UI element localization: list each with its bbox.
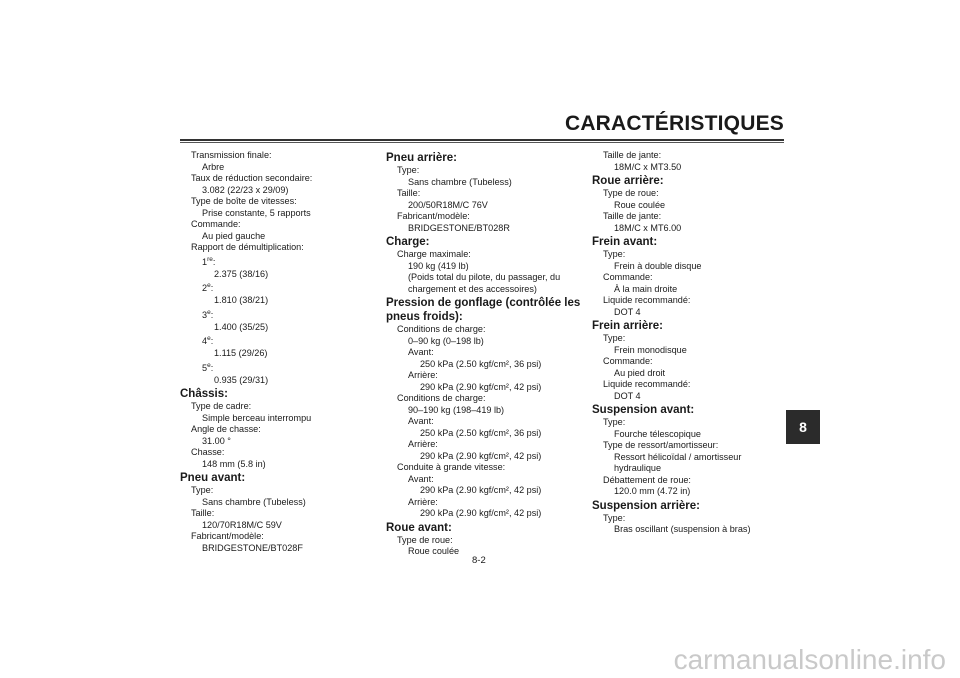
spec-value: BRIDGESTONE/BT028R [408,222,510,233]
watermark: carmanualsonline.info [673,644,946,675]
header-rule-thick [180,139,784,141]
spec-value: 290 kPa (2.90 kgf/cm², 42 psi) [420,381,542,392]
spec-label: Arrière: [408,370,438,380]
spec-label: Transmission finale: [191,150,272,160]
section-heading-rear-tire: Pneu arrière: [386,152,457,164]
spec-label: Type de roue: [397,534,453,545]
spec-value: Bras oscillant (suspension à bras) [614,524,751,534]
spec-label: Type: [603,512,626,523]
spec-note: chargement et des accessoires) [408,283,537,294]
spec-label: Fabricant/modèle: [191,531,264,541]
spec-value: hydraulique [614,463,662,473]
spec-value: Frein à double disque [614,260,702,271]
spec-value: 190 kg (419 lb) [408,260,469,271]
spec-value: BRIDGESTONE/BT028F [202,542,303,553]
section-heading-front-tire: Pneu avant: [180,472,246,484]
spec-value: 0–90 kg (0–198 lb) [408,335,484,346]
gear-label: 1re: [202,255,216,267]
spec-value: 200/50R18M/C 76V [408,199,488,210]
spec-column-3 [592,150,782,536]
spec-column-1 [180,150,370,554]
gear-label: 3e: [202,308,214,320]
gear-number: 5 [202,362,208,373]
spec-value: 90–190 kg (198–419 lb) [408,404,505,415]
spec-label: Arrière: [408,496,438,507]
spec-value: 120.0 mm (4.72 in) [614,486,691,496]
spec-label: Type de cadre: [191,401,252,411]
spec-label: Conditions de charge: [397,393,486,403]
spec-label: Avant: [408,473,434,484]
page-number: 8-2 [472,555,486,566]
spec-label: Taille: [397,188,421,198]
spec-value: DOT 4 [614,306,641,317]
spec-value: À la main droite [614,283,678,294]
gear-value: 1.115 (29/26) [214,348,268,358]
section-heading-rear-wheel: Roue arrière: [592,175,664,187]
spec-label: Fabricant/modèle: [397,211,470,221]
spec-label: Type: [397,165,420,175]
spec-value: 3.082 (22/23 x 29/09) [202,184,289,195]
spec-value: 290 kPa (2.90 kgf/cm², 42 psi) [420,508,542,518]
section-heading-rear-brake: Frein arrière: [592,320,663,332]
section-heading-rear-suspension: Suspension arrière: [592,499,701,512]
spec-value: 18M/C x MT3.50 [614,161,682,172]
spec-label: Débattement de roue: [603,474,691,485]
gear-label: 2e: [202,282,214,293]
spec-value: Arbre [202,161,225,172]
spec-label: Type de boîte de vitesses: [191,196,297,206]
spec-label: Type: [603,417,626,427]
gear-number: 3 [202,309,208,320]
chapter-tab[interactable]: 8 [786,410,820,444]
spec-label: Type de ressort/amortisseur: [603,440,719,450]
gear-suffix: e [207,361,211,369]
spec-value: Au pied gauche [202,230,266,241]
spec-label: Chasse: [191,447,225,457]
spec-label: Taille: [191,508,215,518]
spec-value: 148 mm (5.8 in) [202,458,266,469]
gear-value: 1.810 (38/21) [214,295,269,305]
spec-label: Type de roue: [603,188,659,198]
spec-value: Sans chambre (Tubeless) [202,496,306,507]
spec-label: Angle de chasse: [191,424,261,434]
section-heading-front-brake: Frein avant: [592,236,658,248]
spec-value: Sans chambre (Tubeless) [408,176,512,187]
spec-label: Taux de réduction secondaire: [191,173,313,183]
gear-label: 4e: [202,335,214,346]
spec-label: Commande: [603,356,653,366]
gear-suffix: e [207,335,211,342]
spec-label: Type: [603,249,626,259]
section-heading-load: Charge: [386,236,430,248]
spec-label: Taille de jante: [603,150,662,160]
spec-label: Conduite à grande vitesse: [397,462,506,472]
gear-label: 5e: [202,361,214,373]
gear-suffix: e [207,308,211,316]
section-heading-pressure: Pression de gonflage (contrôlée les [386,297,581,309]
spec-label: Conditions de charge: [397,324,486,334]
spec-value: Prise constante, 5 rapports [202,207,311,218]
spec-label: Arrière: [408,439,438,449]
spec-label: Charge maximale: [397,249,471,259]
spec-label: Avant: [408,416,434,426]
gear-suffix: e [207,282,211,289]
gear-number: 1 [202,256,208,267]
section-heading-chassis: Châssis: [180,388,228,400]
spec-label: Avant: [408,347,434,357]
gear-value: 2.375 (38/16) [214,268,269,279]
gear-number: 2 [202,283,208,293]
spec-label: Type: [603,333,626,343]
page-title: CARACTÉRISTIQUES [564,112,784,135]
spec-value: 120/70R18M/C 59V [202,519,282,530]
spec-label: Type: [191,485,214,495]
spec-value: Fourche télescopique [614,428,701,439]
spec-value: Ressort hélicoïdal / amortisseur [614,451,742,462]
spec-value: 290 kPa (2.90 kgf/cm², 42 psi) [420,450,542,461]
section-heading-pressure-cont: pneus froids): [386,311,463,323]
spec-value: Roue coulée [614,199,666,210]
spec-value: Simple berceau interrompu [202,412,312,423]
spec-label: Taille de jante: [603,211,662,221]
gear-number: 4 [202,336,208,346]
spec-note: (Poids total du pilote, du passager, du [408,272,561,282]
spec-label: Liquide recommandé: [603,295,691,305]
spec-value: 250 kPa (2.50 kgf/cm², 36 psi) [420,427,542,438]
spec-label: Liquide recommandé: [603,379,691,389]
section-heading-front-wheel: Roue avant: [386,521,452,534]
gear-value: 1.400 (35/25) [214,321,269,332]
spec-column-2 [386,150,581,558]
spec-label: Commande: [603,272,653,282]
spec-value: 290 kPa (2.90 kgf/cm², 42 psi) [420,485,542,495]
spec-label: Commande: [191,219,241,229]
spec-label: Rapport de démultiplication: [191,242,304,252]
gear-value: 0.935 (29/31) [214,374,269,385]
spec-value: Au pied droit [614,367,666,378]
spec-value: 250 kPa (2.50 kgf/cm², 36 psi) [420,358,542,369]
spec-value: Roue coulée [408,546,460,556]
gear-suffix: re [207,255,213,263]
spec-value: Frein monodisque [614,344,687,355]
spec-value: 18M/C x MT6.00 [614,222,682,233]
spec-value: DOT 4 [614,390,641,401]
spec-value: 31.00 ° [202,435,231,446]
section-heading-front-suspension: Suspension avant: [592,404,695,416]
header-rule-thin [180,142,784,143]
